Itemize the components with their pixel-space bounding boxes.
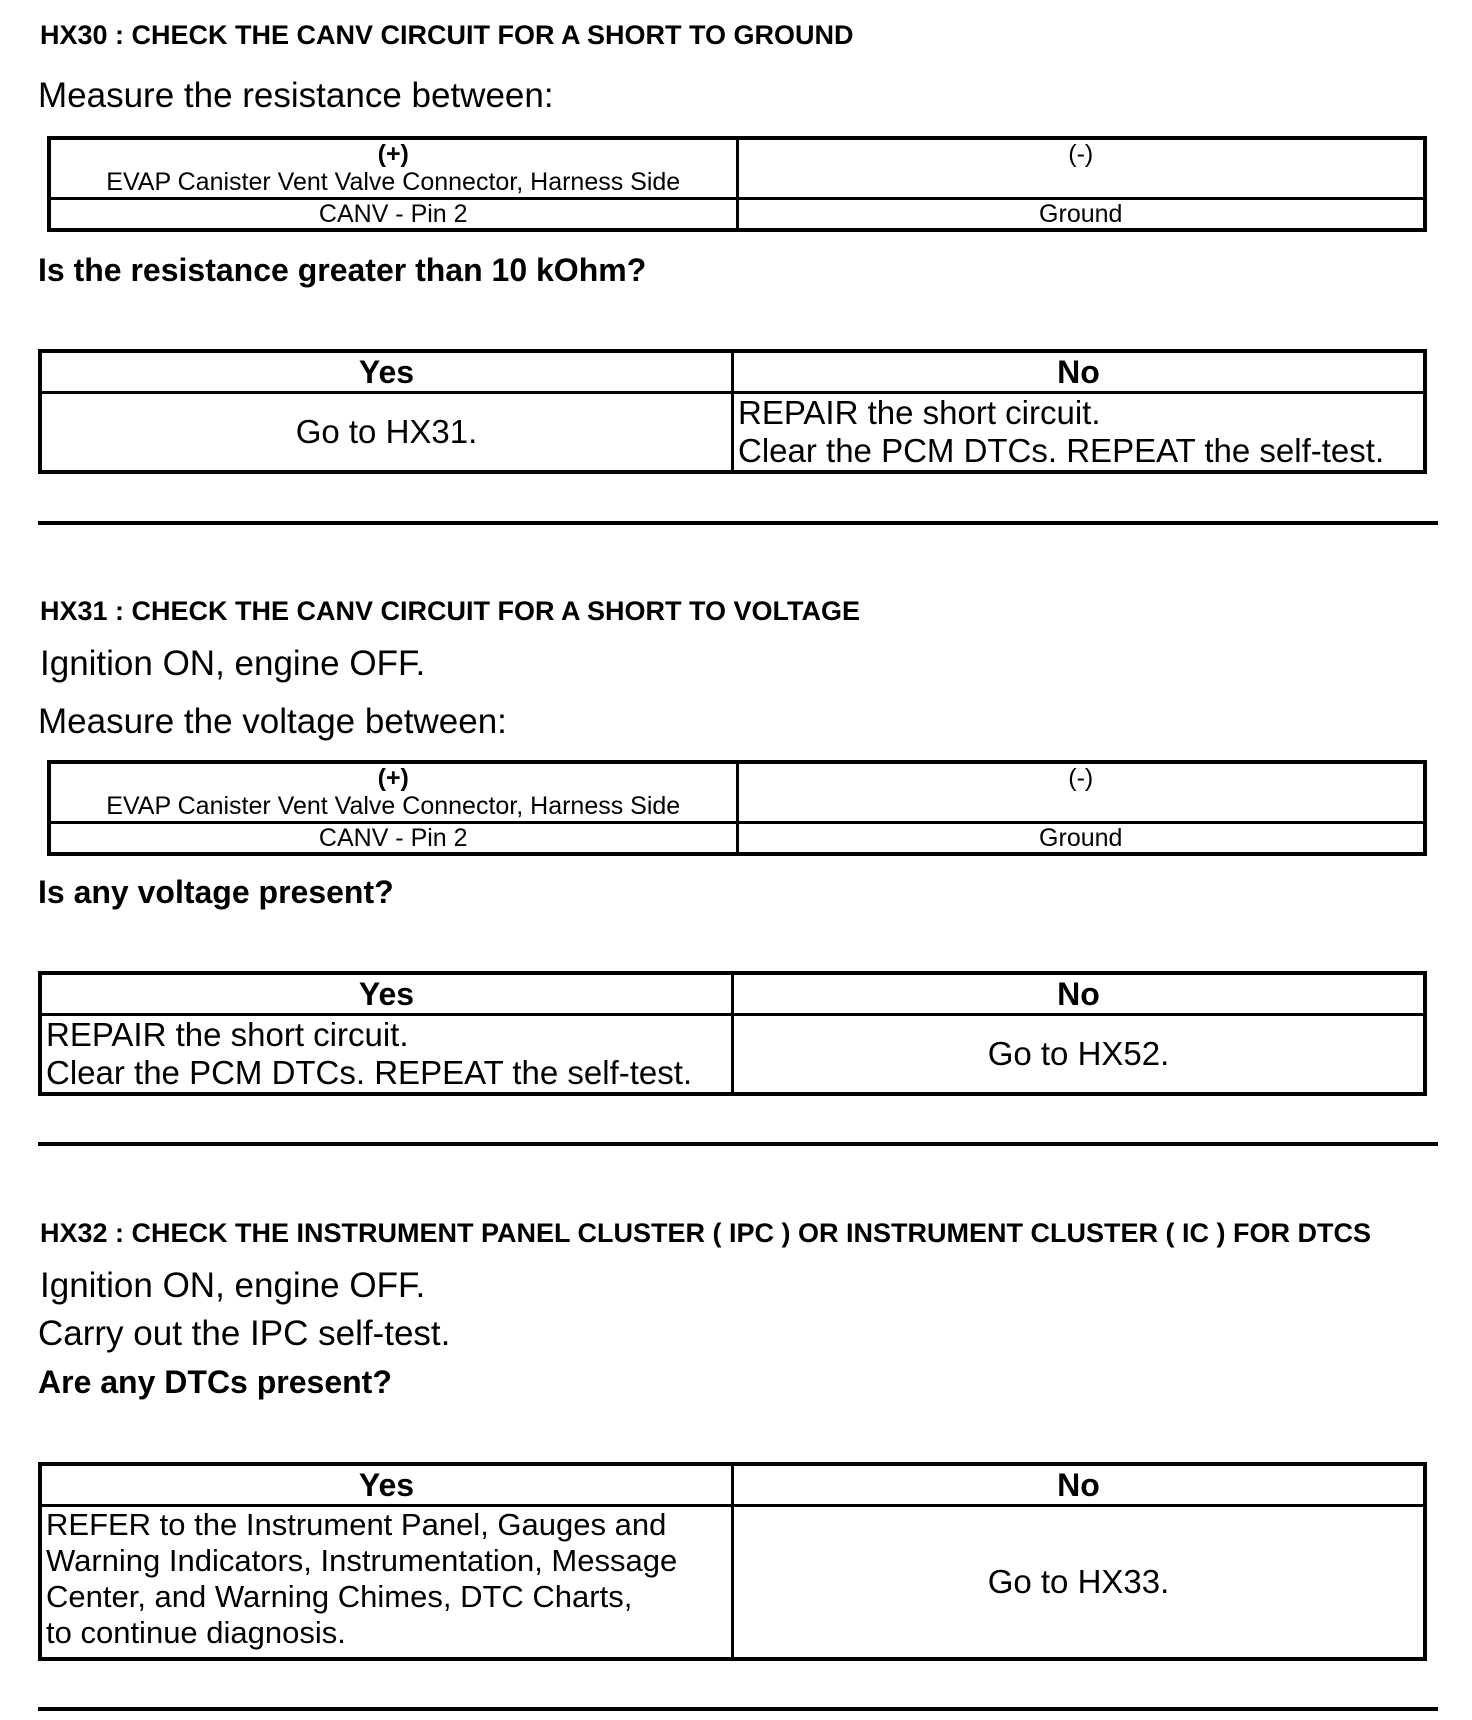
no-header: No (733, 973, 1426, 1015)
no-action-hx32 (733, 1506, 1426, 1660)
action-line: Go to HX31. (295, 413, 478, 450)
step-title-hx30: HX30 : CHECK THE CANV CIRCUIT FOR A SHORT TO GROUND (40, 20, 854, 50)
action-line: Clear the PCM DTCs. REPEAT the self-test. (738, 432, 1385, 469)
no-header: No (733, 1464, 1426, 1506)
action-line: Go to HX52. (987, 1035, 1170, 1072)
step-title-hx31: HX31 : CHECK THE CANV CIRCUIT FOR A SHORT TO VOLTAGE (40, 596, 861, 626)
yes-action-hx31 (40, 1015, 733, 1095)
section-divider (38, 521, 1438, 525)
positive-lead-value: CANV - Pin 2 (49, 823, 737, 855)
yes-action-hx30 (40, 393, 733, 473)
step-title-hx32: HX32 : CHECK THE INSTRUMENT PANEL CLUSTER ( IPC ) OR INSTRUMENT CLUSTER ( IC ) FOR DTCS (40, 1218, 1372, 1248)
action-line: Clear the PCM DTCs. REPEAT the self-test. (46, 1054, 693, 1091)
negative-symbol: (-) (1068, 764, 1094, 792)
positive-lead-header (49, 138, 737, 199)
negative-lead-header (737, 762, 1425, 823)
yes-no-table-hx30 (38, 349, 1427, 474)
positive-symbol: (+) (377, 140, 409, 168)
question-hx30: Is the resistance greater than 10 kOhm? (38, 252, 647, 288)
action-line: Go to HX33. (987, 1563, 1170, 1600)
yes-header: Yes (40, 1464, 733, 1506)
section-divider (38, 1707, 1438, 1711)
negative-lead-value: Ground (737, 823, 1425, 855)
yes-no-table-hx32 (38, 1462, 1427, 1661)
instruction-ignition-on: Ignition ON, engine OFF. (40, 644, 426, 683)
positive-symbol: (+) (377, 764, 409, 792)
yes-action-hx32 (40, 1506, 733, 1660)
yes-no-table-hx31 (38, 971, 1427, 1096)
negative-lead-header (737, 138, 1425, 199)
action-line: REFER to the Instrument Panel, Gauges and (46, 1507, 667, 1542)
positive-lead-value: CANV - Pin 2 (49, 199, 737, 231)
no-action-hx31 (733, 1015, 1426, 1095)
instruction-ipc-self-test: Carry out the IPC self-test. (38, 1314, 451, 1353)
measurement-table-hx30 (47, 136, 1427, 232)
positive-lead-label: EVAP Canister Vent Valve Connector, Harness Side (106, 792, 681, 820)
section-divider (38, 1142, 1438, 1146)
instruction-ignition-on: Ignition ON, engine OFF. (40, 1266, 426, 1305)
positive-lead-header (49, 762, 737, 823)
negative-symbol: (-) (1068, 140, 1094, 168)
action-line: REPAIR the short circuit. (738, 394, 1101, 431)
action-line: Center, and Warning Chimes, DTC Charts, (46, 1579, 633, 1614)
action-line: to continue diagnosis. (46, 1615, 346, 1650)
measurement-table-hx31 (47, 760, 1427, 856)
no-action-hx30 (733, 393, 1426, 473)
yes-header: Yes (40, 973, 733, 1015)
question-hx31: Is any voltage present? (38, 874, 394, 910)
yes-header: Yes (40, 351, 733, 393)
instruction-measure-resistance: Measure the resistance between: (38, 76, 554, 115)
positive-lead-label: EVAP Canister Vent Valve Connector, Harness Side (106, 168, 681, 196)
negative-lead-value: Ground (737, 199, 1425, 231)
action-line: REPAIR the short circuit. (46, 1016, 409, 1053)
question-hx32: Are any DTCs present? (38, 1364, 392, 1400)
instruction-measure-voltage: Measure the voltage between: (38, 702, 507, 741)
no-header: No (733, 351, 1426, 393)
action-line: Warning Indicators, Instrumentation, Message (46, 1543, 678, 1578)
